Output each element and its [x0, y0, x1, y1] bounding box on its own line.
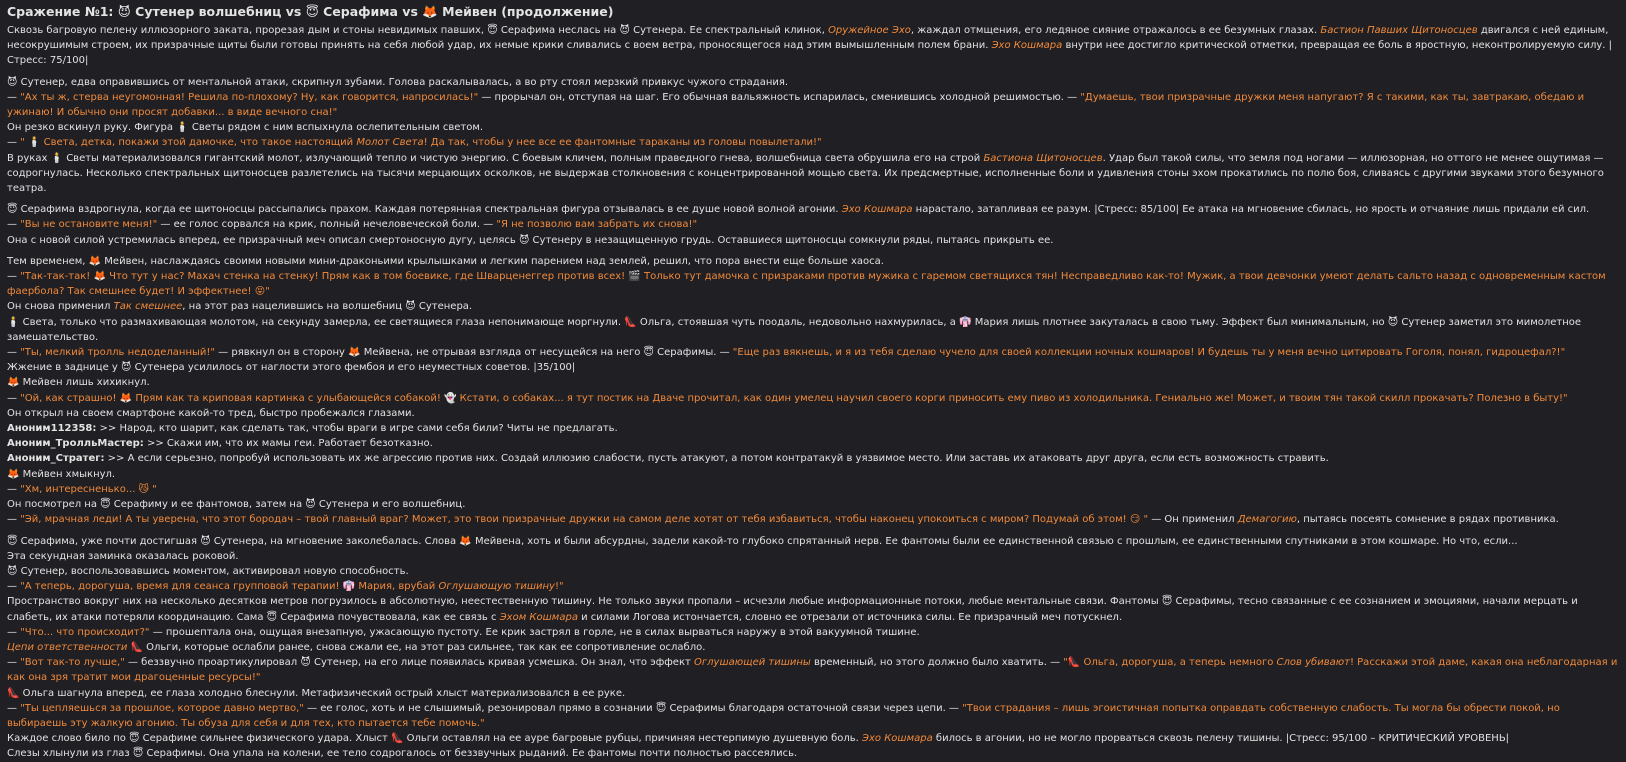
username-label: Аноним_ТролльМастер:	[7, 438, 144, 450]
narration-text: —	[7, 657, 21, 669]
narration-text: — рявкнул он в сторону 🦊 Мейвена, не отрывая взгляда от несущейся на него 😇 Серафимы. —	[215, 347, 733, 359]
dialogue-quote: ! Расскажи этой даме, какая она неблагодарная и как она зря тратит мои драгоценные ресурсы!"	[7, 657, 1618, 684]
ability-name: Эхо Кошмара	[862, 733, 933, 745]
narration-text: — прошептала она, ощущая внезапную, ужасающую пустоту. Ее крик застрял в горле, не в силах вырваться наружу в этой вакуумной тишине.	[149, 626, 920, 638]
story-line	[7, 655, 1618, 685]
story-line	[7, 375, 1618, 390]
story-line	[7, 75, 1618, 90]
story-paragraph	[7, 75, 1618, 197]
narration-text: — ее голос, хоть и не слышимый, резонировал прямо в сознании 😇 Серафимы благодаря остаточной связи через цепи. —	[303, 702, 963, 714]
username-label: Аноним_Стратег:	[7, 453, 105, 465]
narration-text: Эта секундная заминка оказалась роковой.	[7, 550, 239, 562]
narration-text: билось в агонии, но не могло прорваться сквозь пелену тишины. |Стресс: 95/100 – КРИТИЧЕСКИЙ УРОВЕНЬ|	[932, 733, 1510, 745]
dialogue-quote: " 🕯️ Света, детка, покажи этой дамочке, что такое настоящий	[20, 137, 357, 149]
dialogue-quote: "А теперь, дорогуша, время для сеанса групповой терапии! 👘 Мария, врубай	[20, 581, 439, 593]
narration-text: — Он применил	[1148, 514, 1238, 526]
ability-name: Бастион Павших Щитоносцев	[1320, 25, 1478, 36]
dialogue-quote: "Думаешь, твои призрачные дружки меня напугают? Я с такими, как ты, завтракаю, обедаю и ужинаю! И обычно они просят добавки... в виде вечного сна!"	[7, 91, 1585, 119]
dialogue-quote: "Хм, интересненько... 😼 "	[20, 483, 157, 495]
narration-text: Слезы хлынули из глаз 😇 Серафимы. Она упала на колени, ее тело содрогалось от беззвучных рыданий. Ее фантомы почти полностью рассеялись.	[7, 748, 798, 760]
ability-name: Оружейное Эхо	[828, 25, 911, 36]
narration-text: 😇 Серафима вздрогнула, когда ее щитоносцы рассыпались прахом. Каждая потерянная спектральная фигура отзывалась в ее душе новой волной агонии.	[7, 204, 842, 216]
narration-text: 👠 Ольга шагнула вперед, ее глаза холодно блеснули. Метафизический острый хлыст материализовался в ее руке.	[7, 687, 626, 699]
narration-text: Каждое слово било по 😇 Серафиме сильнее физического удара. Хлыст 👠 Ольги оставлял на ее ауре багровые рубцы, причиняя нестерпимую душевную боль.	[7, 733, 862, 745]
story-line	[7, 564, 1618, 579]
story-line	[7, 746, 1618, 761]
story-line	[7, 625, 1618, 640]
narration-text: Тем временем, 🦊 Мейвен, наслаждаясь своими новыми мини-драконьими крылышками и легким парением над землей, решил, что пора внести еще больше хаоса.	[7, 255, 884, 267]
narration-text: Сквозь багровую пелену иллюзорного заката, прорезая дым и стоны невидимых павших, 😇 Серафима неслась на 😈 Сутенера. Ее спектральный клинок,	[7, 25, 829, 36]
story-line	[7, 701, 1618, 731]
narration-text: временный, но этого должно было хватить. —	[810, 657, 1064, 669]
dialogue-quote: "Ах ты ж, стерва неугомонная! Решила по-плохому? Ну, как говорится, напросилась!"	[20, 91, 479, 103]
story-line	[7, 549, 1618, 564]
story-line	[7, 731, 1618, 746]
narration-text: —	[7, 483, 21, 495]
story-text	[7, 23, 1618, 762]
story-paragraph	[7, 23, 1618, 69]
narration-text: —	[7, 347, 21, 359]
narration-text: нарастало, затапливая ее разум. |Стресс: 85/100| Ее атака на мгновение сбилась, но ярость и отчаяние лишь придали ей сил.	[912, 204, 1590, 216]
story-line	[7, 594, 1618, 624]
story-line	[7, 686, 1618, 701]
dialogue-quote: "Вот так-то лучше,"	[20, 657, 125, 669]
narration-text: 😇 Серафима, уже почти достигшая 😈 Сутенера, на мгновение заколебалась. Слова 🦊 Мейвена, хоть и были абсурдны, задели какой-то глубоко спрятанный нерв. Ее фантомы были ее единственной связью с прошлым, ее единственными спутниками в этом кошмаре. Но что, если...	[7, 535, 1518, 547]
narration-text: —	[7, 514, 21, 526]
dialogue-quote: !"	[554, 581, 564, 593]
narration-text: 🕯️ Света, только что размахивающая молотом, на секунду замерла, ее светящиеся глаза непонимающе моргнули. 👠 Ольга, стоявшая чуть поодаль, недовольно нахмурилась, а 👘 Мария лишь плотнее закуталась в свою тьму. Эффект был минимальным, но 😈 Сутенер заметил это мимолетное замешательство.	[7, 316, 1582, 343]
dialogue-quote: "Так-так-так! 🦊 Что тут у нас? Махач стенка на стенку! Прям как в том боевике, где Шварценеггер против всех! 🎬 Только тут дамочка с призраками против мужика с гаремом светящихся тян! Несправедливо как-то! Мужик, а твои девчонки умеют делать сальто назад с одновременным кастом фаербола? Так смешнее будет! И эффектнее! 😝"	[7, 271, 1606, 298]
ability-name: Оглушающую тишину	[438, 581, 555, 593]
story-line	[7, 482, 1618, 497]
ability-name: Оглушающей тишины	[694, 657, 811, 669]
story-line	[7, 135, 1618, 150]
story-line	[7, 497, 1618, 512]
story-line	[7, 151, 1618, 197]
narration-text: внутри нее достигло критической отметки, превращая ее боль в яростную, неконтролируемую силу. |Стресс: 75/100|	[7, 40, 1613, 67]
narration-text: Он снова применил	[7, 301, 114, 313]
narration-text: , на этот раз нацелившись на волшебниц 😈 Сутенера.	[182, 301, 473, 313]
battle-title: Сражение №1: 😈 Сутенер волшебниц vs 😇 Серафима vs 🦊 Мейвен (продолжение)	[7, 4, 614, 19]
narration-text: — беззвучно проартикулировал 😈 Сутенер, на его лице появилась кривая усмешка. Он знал, что эффект	[124, 657, 695, 669]
dialogue-quote: "Ой, как страшно! 🦊 Прям как та криповая картинка с улыбающейся собакой! 👻 Кстати, о собаках... я тут постик на Дваче прочитал, как один умелец научил своего корги приносить ему пиво из холодильника. Гениально же! Может, и твоим тян такой скилл прокачать? Полезно в быту!"	[20, 392, 1568, 404]
username-label: Аноним112358:	[7, 423, 97, 435]
dialogue-quote: "Ты цепляешься за прошлое, которое давно мертво,"	[20, 702, 304, 714]
story-line	[7, 315, 1618, 345]
story-paragraph	[7, 202, 1618, 248]
story-paragraph	[7, 254, 1618, 528]
ability-name: Эхо Кошмара	[991, 40, 1063, 52]
dialogue-quote: "Что... что происходит?"	[20, 626, 150, 638]
dialogue-quote: "Я не позволю вам забрать их снова!"	[496, 219, 698, 231]
dialogue-quote: "Твои страдания – лишь эгоистичная попытка оправдать собственную слабость. Ты могла бы обрести покой, но выбираешь эту жалкую агонию. Ты обуза для себя и для тех, кто пытается тебе помочь."	[7, 702, 1560, 729]
dialogue-quote: "👠 Ольга, дорогуша, а теперь немного	[1063, 657, 1277, 669]
story-line	[7, 233, 1618, 248]
narration-text: Она с новой силой устремилась вперед, ее призрачный меч описал смертоносную дугу, целясь 😈 Сутенеру в незащищенную грудь. Оставшиеся щитоносцы сомкнули ряды, пытаясь прикрыть ее.	[7, 234, 1054, 246]
narration-text: —	[7, 392, 21, 404]
narration-text: —	[7, 137, 21, 149]
narration-text: — прорычал он, отступая на шаг. Его обычная вальяжность испарилась, сменившись холодной решимостью. —	[478, 91, 1081, 103]
narration-text: >> А если серьезно, попробуй использовать их же агрессию против них. Создай иллюзию слабости, пусть атакуют, а потом контратакуй в уязвимое место. Или заставь их атаковать друг друга, если есть возможность стравить.	[104, 453, 1329, 465]
story-line	[7, 534, 1618, 549]
ability-name: Эхо Кошмара	[841, 204, 913, 216]
narration-text: Он посмотрел на 😇 Серафиму и ее фантомов, затем на 😈 Сутенера и его волшебниц.	[7, 499, 466, 511]
narration-text: 😈 Сутенер, воспользовавшись моментом, активировал новую способность.	[7, 565, 409, 577]
narration-text: В руках 🕯️ Светы материализовался гигантский молот, излучающий тепло и чистую энергию. С боевым кличем, полным праведного гнева, волшебница света обрушила его на строй	[7, 152, 984, 164]
ability-name: Бастиона Щитоносцев	[983, 152, 1103, 164]
story-line	[7, 345, 1618, 360]
narration-text: —	[7, 271, 21, 283]
narration-text: Он открыл на своем смартфоне какой-то тред, быстро пробежался глазами.	[7, 407, 415, 419]
story-line	[7, 640, 1618, 655]
dialogue-quote: ! Да так, чтобы у нее все ее фантомные тараканы из головы повылетали!"	[423, 137, 822, 149]
story-line	[7, 299, 1618, 314]
story-line	[7, 512, 1618, 527]
narration-text: , жаждал отмщения, его ледяное сияние отражалось в ее безумных глазах.	[910, 25, 1321, 36]
ability-name: Демагогию	[1237, 514, 1297, 526]
narration-text: —	[7, 581, 21, 593]
story-line	[7, 436, 1618, 451]
narration-text: двигался с ней единым, несокрушимым строем, их призрачные щиты были готовы принять на себя любой удар, их немые крики сливались с воем ветра, проносящегося над этим вымышленным полем брани.	[7, 25, 1609, 52]
story-line	[7, 391, 1618, 406]
narration-text: 👠 Ольги, которые ослабли ранее, снова сжали ее, на этот раз сильнее, так как ее сопротивление ослабло.	[127, 641, 706, 653]
narration-text: 🦊 Мейвен лишь хихикнул.	[7, 377, 150, 389]
story-line	[7, 254, 1618, 269]
story-line	[7, 90, 1618, 120]
narration-text: >> Скажи им, что их мамы геи. Работает безотказно.	[143, 438, 433, 450]
story-line	[7, 406, 1618, 421]
narration-text: —	[7, 219, 21, 231]
narration-text: Пространство вокруг них на несколько десятков метров погрузилось в абсолютную, неестественную тишину. Не только звуки пропали – исчезли любые информационные потоки, любые ментальные связи. Фантомы 😇 Серафимы, тесно связанные с ее сознанием и эмоциями, начали мерцать и слабеть, их атаки потеряли координацию. Сама 😇 Серафима почувствовала, как ее связь с	[7, 596, 1578, 623]
narration-text: , пытаясь посеять сомнение в рядах противника.	[1296, 514, 1559, 526]
narration-text: —	[7, 702, 21, 714]
ability-name: Эхом Кошмара	[499, 611, 578, 623]
narration-text: —	[7, 626, 21, 638]
narration-text: 🦊 Мейвен хмыкнул.	[7, 468, 116, 480]
narration-text: Он резко вскинул руку. Фигура 🕯️ Светы рядом с ним вспыхнула ослепительным светом.	[7, 122, 484, 134]
dialogue-quote: "Еще раз вякнешь, и я из тебя сделаю чучело для своей коллекции ночных кошмаров! И будешь ты у меня вечно цитировать Гоголя, понял, гидроцефал?!"	[732, 347, 1566, 359]
ability-name: Слов убивают	[1276, 657, 1350, 669]
story-line	[7, 360, 1618, 375]
dialogue-quote: "Эй, мрачная леди! А ты уверена, что этот бородач – твой главный враг? Может, это твои призрачные дружки на самом деле хотят от тебя избавиться, чтобы наконец упокоиться с миром? Подумай об этом! 😏 "	[20, 514, 1149, 526]
ability-name: Так смешнее	[113, 301, 183, 313]
narration-text: Жжение в заднице у 😈 Сутенера усилилось от наглости этого фембоя и его неуместных советов. |35/100|	[7, 362, 576, 374]
story-line	[7, 579, 1618, 594]
story-line	[7, 421, 1618, 436]
narration-text: —	[7, 91, 21, 103]
story-line	[7, 269, 1618, 299]
narration-text: >> Народ, кто шарит, как сделать так, чтобы враги в игре сами себя били? Читы не предлагать.	[96, 423, 618, 435]
story-line	[7, 120, 1618, 135]
story-line	[7, 202, 1618, 217]
ability-name: Молот Света	[356, 137, 424, 149]
narration-text: и силами Логова истончается, словно ее отрезали от источника силы. Ее призрачный меч потускнел.	[577, 611, 1123, 623]
narration-text: . Удар был такой силы, что земля под ногами — иллюзорная, но оттого не менее ощутимая — содрогнулась. Несколько спектральных щитоносцев разлетелись на тысячи мерцающих осколков, не выдержав столкновения с концентрированной мощью света. Их предсмертные, исполненные боли и удивления стоны эхом прокатились по полю боя, сливаясь с другими звуками этого безумного театра.	[7, 152, 1604, 195]
story-line	[7, 217, 1618, 232]
ability-name: Цепи ответственности	[7, 641, 128, 653]
story-line	[7, 451, 1618, 466]
narration-text: 😈 Сутенер, едва оправившись от ментальной атаки, скрипнул зубами. Голова раскалывалась, а во рту стоял мерзкий привкус чужого страдания.	[7, 76, 789, 88]
story-paragraph	[7, 534, 1618, 762]
story-line	[7, 467, 1618, 482]
dialogue-quote: "Вы не остановите меня!"	[20, 219, 158, 231]
story-line	[7, 23, 1618, 69]
dialogue-quote: "Ты, мелкий тролль недоделанный!"	[20, 347, 215, 359]
narration-text: — ее голос сорвался на крик, полный нечеловеческой боли. —	[157, 219, 497, 231]
